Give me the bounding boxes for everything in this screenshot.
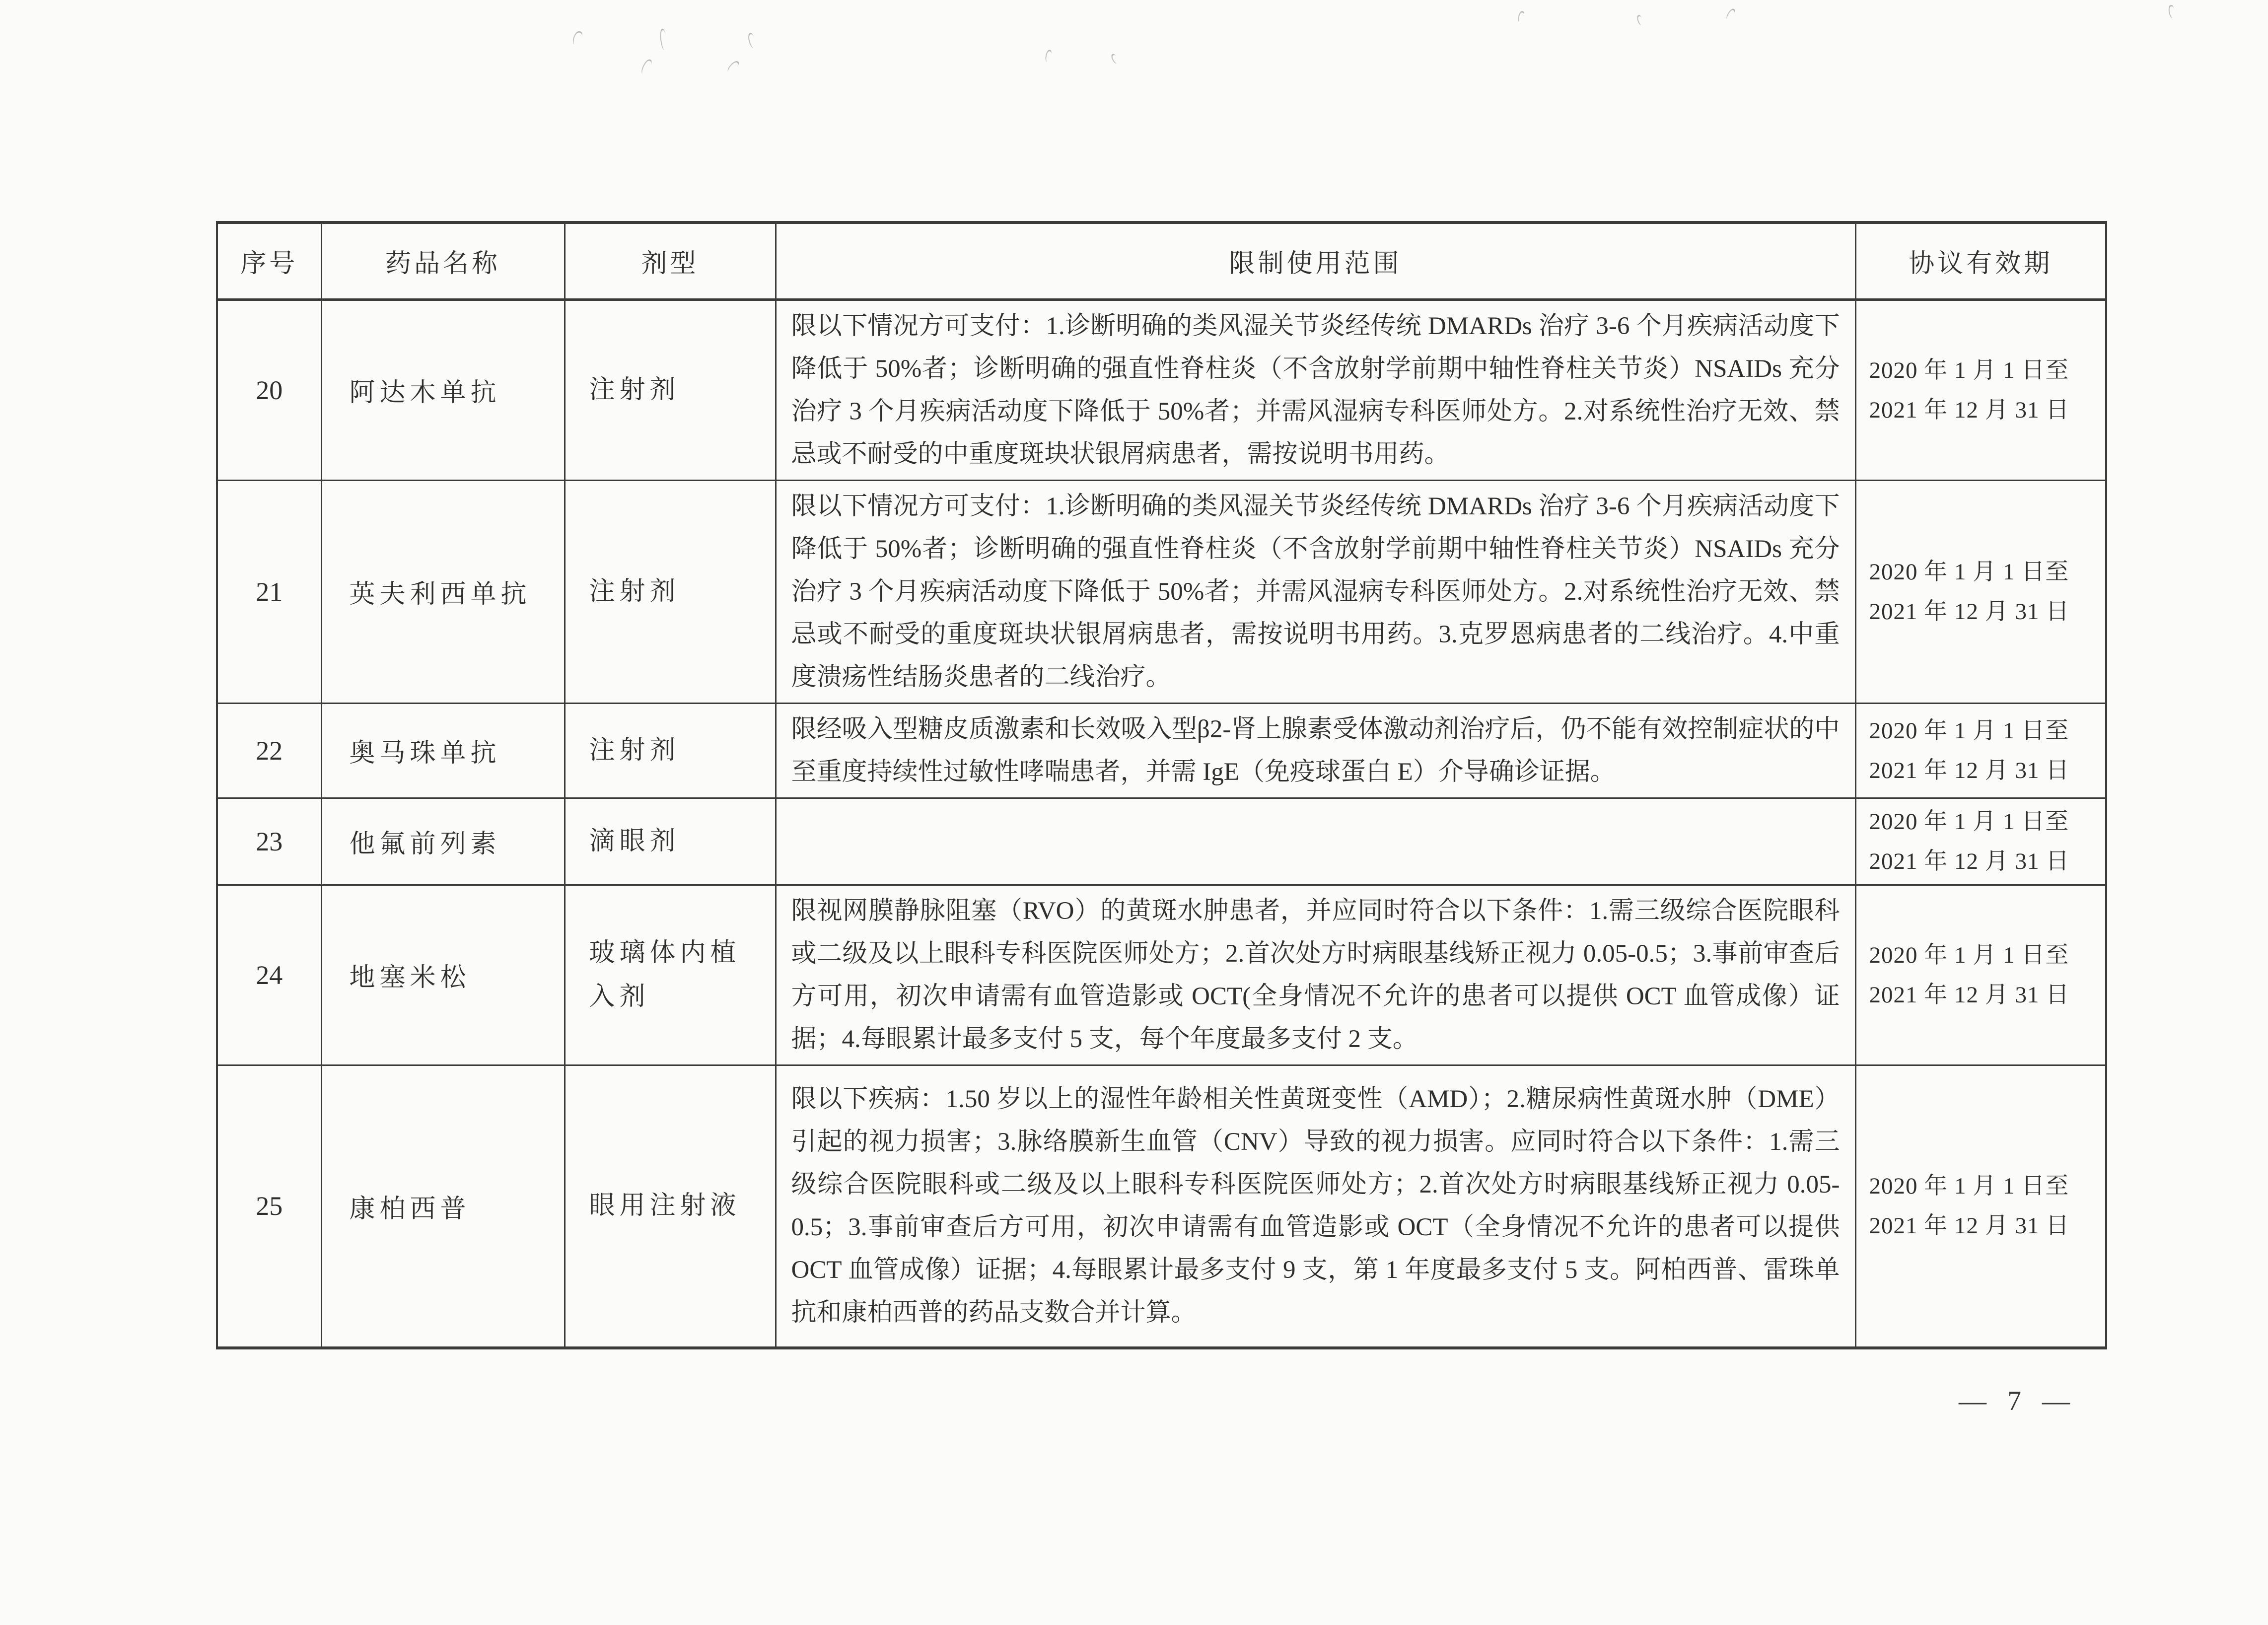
validity-line: 2021 年 12 月 31 日 [1869,1213,2070,1239]
cell-serial-number: 22 [217,703,321,798]
scan-artifact [640,58,653,76]
validity-line: 2021 年 12 月 31 日 [1869,598,2070,625]
cell-drug-name: 英夫利西单抗 [321,480,565,703]
table-row [217,299,2106,480]
cell-drug-name: 地塞米松 [321,885,565,1065]
page-number: — 7 — [1959,1386,2077,1416]
scan-artifact [571,30,583,46]
column-header-validity: 协议有效期 [1855,222,2106,299]
drug-restriction-table [216,221,2107,1349]
cell-usage-scope: 限视网膜静脉阻塞（RVO）的黄斑水肿患者，并应同时符合以下条件：1.需三级综合医院眼科或二级及以上眼科专科医院医师处方；2.首次处方时病眼基线矫正视力 0.05-0.5；3.事前审查后方可用，初次申请需有血管造影或 OCT(全身情况不允许的患者可以提供 OCT 血管成像）证据；4.每眼累计最多支付 5 支，每个年度最多支付 2 支。 [776,885,1855,1065]
table-row [217,798,2106,885]
cell-validity-period [1855,703,2106,798]
cell-serial-number: 20 [217,299,321,480]
cell-drug-name: 奥马珠单抗 [321,703,565,798]
cell-usage-scope: 限以下疾病：1.50 岁以上的湿性年龄相关性黄斑变性（AMD）；2.糖尿病性黄斑水肿（DME）引起的视力损害；3.脉络膜新生血管（CNV）导致的视力损害。应同时符合以下条件：1.需三级综合医院眼科或二级及以上眼科专科医院医师处方；2.首次处方时病眼基线矫正视力 0.05-0.5；3.事前审查后方可用，初次申请需有血管造影或 OCT（全身情况不允许的患者可以提供 OCT 血管成像）证据；4.每眼累计最多支付 9 支，第 1 年度最多支付 5 支。阿柏西普、雷珠单抗和康柏西普的药品支数合并计算。 [776,1065,1855,1348]
scan-artifact [2167,4,2176,19]
cell-validity-period [1855,885,2106,1065]
scan-artifact [1045,49,1052,63]
cell-validity-period [1855,299,2106,480]
cell-dosage-form: 注射剂 [565,703,776,798]
cell-dosage-form: 注射剂 [565,480,776,703]
column-header-drug-name: 药品名称 [321,222,565,299]
validity-line: 2020 年 1 月 1 日至 [1869,1173,2069,1200]
validity-line: 2020 年 1 月 1 日至 [1869,717,2069,744]
cell-dosage-form: 玻璃体内植入剂 [565,885,776,1065]
cell-validity-period [1855,480,2106,703]
table-row [217,885,2106,1065]
cell-dosage-form: 滴眼剂 [565,798,776,885]
cell-drug-name: 康柏西普 [321,1065,565,1348]
column-header-dosage-form: 剂型 [565,222,776,299]
cell-serial-number: 23 [217,798,321,885]
validity-line: 2021 年 12 月 31 日 [1869,397,2070,423]
cell-serial-number: 24 [217,885,321,1065]
scan-artifact [747,32,757,49]
cell-usage-scope: 限以下情况方可支付：1.诊断明确的类风湿关节炎经传统 DMARDs 治疗 3-6 个月疾病活动度下降低于 50%者；诊断明确的强直性脊柱炎（不含放射学前期中轴性脊柱关节炎）NSAIDs 充分治疗 3 个月疾病活动度下降低于 50%者；并需风湿病专科医师处方。2.对系统性治疗无效、禁忌或不耐受的中重度斑块状银屑病患者，需按说明书用药。 [776,299,1855,480]
validity-line: 2020 年 1 月 1 日至 [1869,808,2069,835]
scan-artifact [1517,10,1525,23]
scan-artifact [726,59,740,74]
cell-usage-scope: 限以下情况方可支付：1.诊断明确的类风湿关节炎经传统 DMARDs 治疗 3-6 个月疾病活动度下降低于 50%者；诊断明确的强直性脊柱炎（不含放射学前期中轴性脊柱关节炎）NSAIDs 充分治疗 3 个月疾病活动度下降低于 50%者；并需风湿病专科医师处方。2.对系统性治疗无效、禁忌或不耐受的重度斑块状银屑病患者，需按说明书用药。3.克罗恩病患者的二线治疗。4.中重度溃疡性结肠炎患者的二线治疗。 [776,480,1855,703]
table-row [217,480,2106,703]
validity-line: 2021 年 12 月 31 日 [1869,848,2070,874]
cell-usage-scope [776,798,1855,885]
table-header-row [217,222,2106,299]
column-header-usage-scope: 限制使用范围 [776,222,1855,299]
cell-dosage-form: 眼用注射液 [565,1065,776,1348]
cell-validity-period [1855,798,2106,885]
cell-drug-name: 他氟前列素 [321,798,565,885]
cell-validity-period [1855,1065,2106,1348]
cell-dosage-form: 注射剂 [565,299,776,480]
cell-usage-scope: 限经吸入型糖皮质激素和长效吸入型β2-肾上腺素受体激动剂治疗后，仍不能有效控制症状的中至重度持续性过敏性哮喘患者，并需 IgE（免疫球蛋白 E）介导确诊证据。 [776,703,1855,798]
scan-artifact [1636,14,1644,26]
scan-artifact [659,28,668,50]
scan-artifact [1110,53,1119,65]
validity-line: 2020 年 1 月 1 日至 [1869,942,2069,968]
validity-line: 2020 年 1 月 1 日至 [1869,559,2069,585]
column-header-serial: 序号 [217,222,321,299]
cell-drug-name: 阿达木单抗 [321,299,565,480]
validity-line: 2021 年 12 月 31 日 [1869,982,2070,1008]
table-row [217,703,2106,798]
cell-serial-number: 25 [217,1065,321,1348]
validity-line: 2021 年 12 月 31 日 [1869,757,2070,783]
validity-line: 2020 年 1 月 1 日至 [1869,357,2069,383]
cell-serial-number: 21 [217,480,321,703]
scan-artifact [1725,7,1736,21]
table-row [217,1065,2106,1348]
